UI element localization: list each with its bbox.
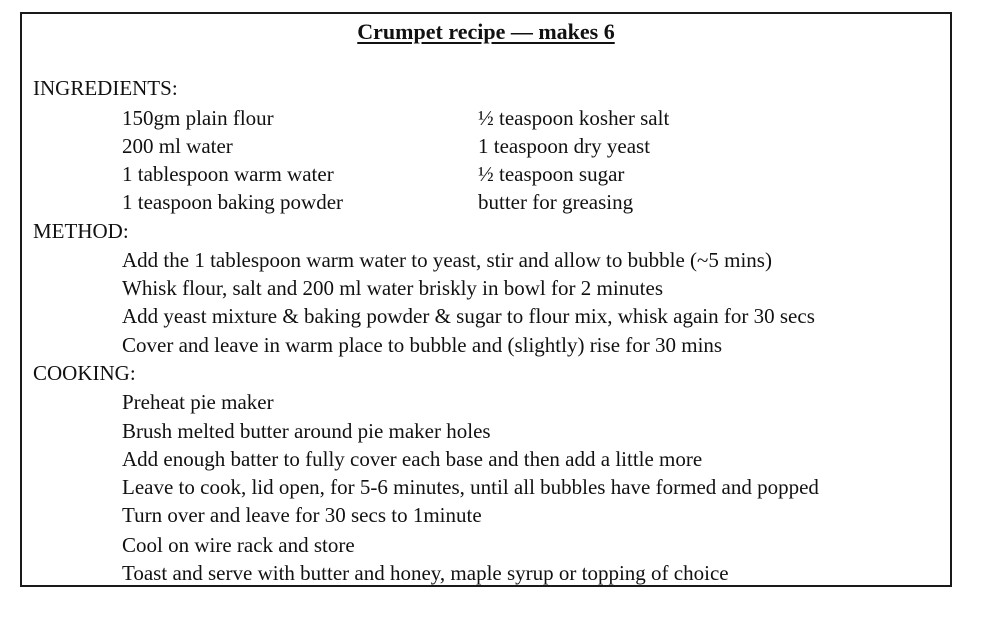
ingredient-item: 1 teaspoon dry yeast: [478, 134, 651, 158]
ingredient-item: ½ teaspoon sugar: [478, 162, 625, 186]
recipe-title: [22, 18, 950, 46]
cooking-step: Turn over and leave for 30 secs to 1minute: [122, 503, 482, 527]
method-step: Cover and leave in warm place to bubble and (slightly) rise for 30 mins: [122, 333, 723, 357]
ingredient-item: 150gm plain flour: [122, 106, 274, 130]
cooking-step: Cool on wire rack and store: [122, 533, 355, 557]
ingredients-heading: INGREDIENTS:: [33, 76, 178, 100]
cooking-heading: COOKING:: [33, 361, 136, 385]
method-step: Add yeast mixture & baking powder & sugar to flour mix, whisk again for 30 secs: [122, 304, 815, 328]
cooking-step: Toast and serve with butter and honey, maple syrup or topping of choice: [122, 561, 729, 585]
cooking-step: Brush melted butter around pie maker holes: [122, 419, 491, 443]
ingredient-item: 1 teaspoon baking powder: [122, 190, 344, 214]
ingredient-item: butter for greasing: [478, 190, 634, 214]
recipe-title-text: Crumpet recipe — makes 6: [357, 19, 615, 44]
recipe-card: [20, 12, 952, 587]
cooking-step: Leave to cook, lid open, for 5-6 minutes, until all bubbles have formed and popped: [122, 475, 819, 499]
method-step: Add the 1 tablespoon warm water to yeast, stir and allow to bubble (~5 mins): [122, 248, 772, 272]
ingredient-item: 1 tablespoon warm water: [122, 162, 334, 186]
method-step: Whisk flour, salt and 200 ml water briskly in bowl for 2 minutes: [122, 276, 663, 300]
cooking-step: Preheat pie maker: [122, 390, 274, 414]
method-heading: METHOD:: [33, 219, 129, 243]
ingredient-item: 200 ml water: [122, 134, 233, 158]
ingredient-item: ½ teaspoon kosher salt: [478, 106, 670, 130]
cooking-step: Add enough batter to fully cover each base and then add a little more: [122, 447, 703, 471]
